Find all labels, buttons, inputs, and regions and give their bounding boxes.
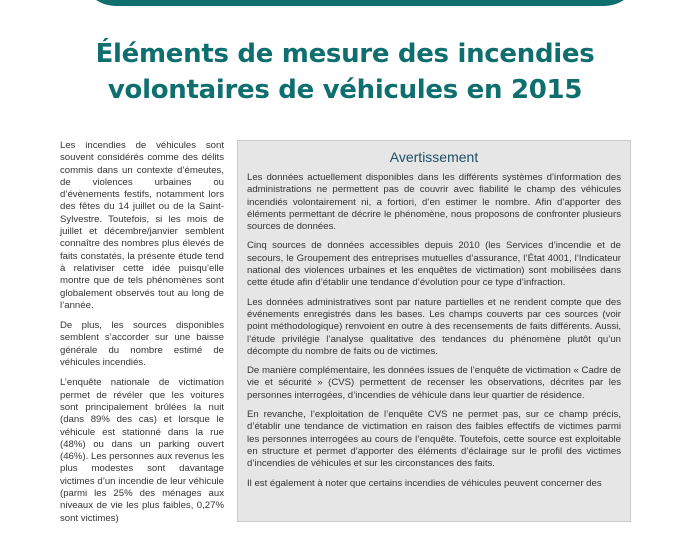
title-line-2: volontaires de véhicules en 2015 bbox=[107, 75, 583, 105]
header-band bbox=[80, 0, 640, 6]
warning-paragraph: De manière complémentaire, les données issues de l’enquête de victimation « Cadre de vie et sécurité » (CVS) permettent de recenser les observations, décrites par les personnes interrogées, d’incendies de véhicule dans leur quartier de résidence. bbox=[247, 365, 621, 401]
warning-paragraph: Il est également à noter que certains incendies de véhicules peuvent concerner des bbox=[247, 477, 602, 489]
left-paragraph: De plus, les sources disponibles semblent s’accorder sur une baisse générale du nombre estimé de véhicules incendiés. bbox=[60, 320, 224, 369]
warning-box bbox=[237, 140, 631, 522]
warning-paragraph: Les données administratives sont par nature partielles et ne rendent compte que des événements enregistrés dans les bases. Les champs couverts par ces sources (voir point méthodologique) renvoient en outre à des recensements de faits différents. Aussi, l’étude privilégie l’analyse qualitative des tendances du phénomène plutôt qu’un décompte du nombre de faits ou de victimes. bbox=[247, 296, 621, 357]
left-paragraph: Les incendies de véhicules sont souvent considérés comme des délits commis dans un contexte d’émeutes, de violences urbaines ou d’évènements festifs, notamment lors des fêtes du 14 juillet ou de la Saint-Sylvestre. Toutefois, si les mois de juillet et décembre/janvier semblent connaître des nombres plus élevés de faits constatés, la présente étude tend à relativiser cette idée puisqu’elle montre que de tels phénomènes sont globalement observés tout au long de l’année. bbox=[60, 140, 224, 311]
warning-paragraph: Cinq sources de données accessibles depuis 2010 (les Services d’incendie et de secours, le Groupement des entreprises mutuelles d’assurance, l’État 4001, l’Indicateur national des violences urbaines et les enquêtes de victimation) sont mobilisées dans cette étude afin d’établir une tendance d’évolution pour ce type d’infraction. bbox=[247, 240, 621, 289]
page-title bbox=[60, 36, 630, 108]
warning-heading: Avertissement bbox=[389, 149, 479, 165]
left-paragraph: L’enquête nationale de victimation permet de révéler que les voitures sont principalement brûlées la nuit (dans 89% des cas) et lorsque le véhicule est stationné dans la rue (48%) ou dans un parking ouvert (46%). Les personnes aux revenus les plus modestes sont davantage victimes d’un incendie de leur véhicule (parmi les 25% des ménages aux niveaux de vie les plus faibles, 0,27% sont victimes) bbox=[60, 377, 224, 524]
warning-paragraph: En revanche, l’exploitation de l’enquête CVS ne permet pas, sur ce champ précis, d’établir une tendance de victimation en raison des faibles effectifs de victimes parmi les personnes interrogées au cours de l’enquête. Toutefois, cette source est exploitable en structure et permet d’apporter des éléments d’éclairage sur le profil des victimes d’incendies de véhicules et sur les circonstances des faits. bbox=[247, 409, 621, 470]
title-line-1: Éléments de mesure des incendies bbox=[95, 39, 595, 69]
left-column bbox=[60, 140, 224, 533]
warning-paragraph: Les données actuellement disponibles dans les différents systèmes d’information des administrations ne permettent pas de couvrir avec fiabilité le champ des véhicules incendiés volontairement ni, a fortiori, d’en estimer le nombre. Afin d’apporter des éléments permettant de décrire le phénomène, nous proposons de confronter plusieurs sources de données. bbox=[247, 172, 621, 233]
warning-body bbox=[238, 172, 630, 490]
